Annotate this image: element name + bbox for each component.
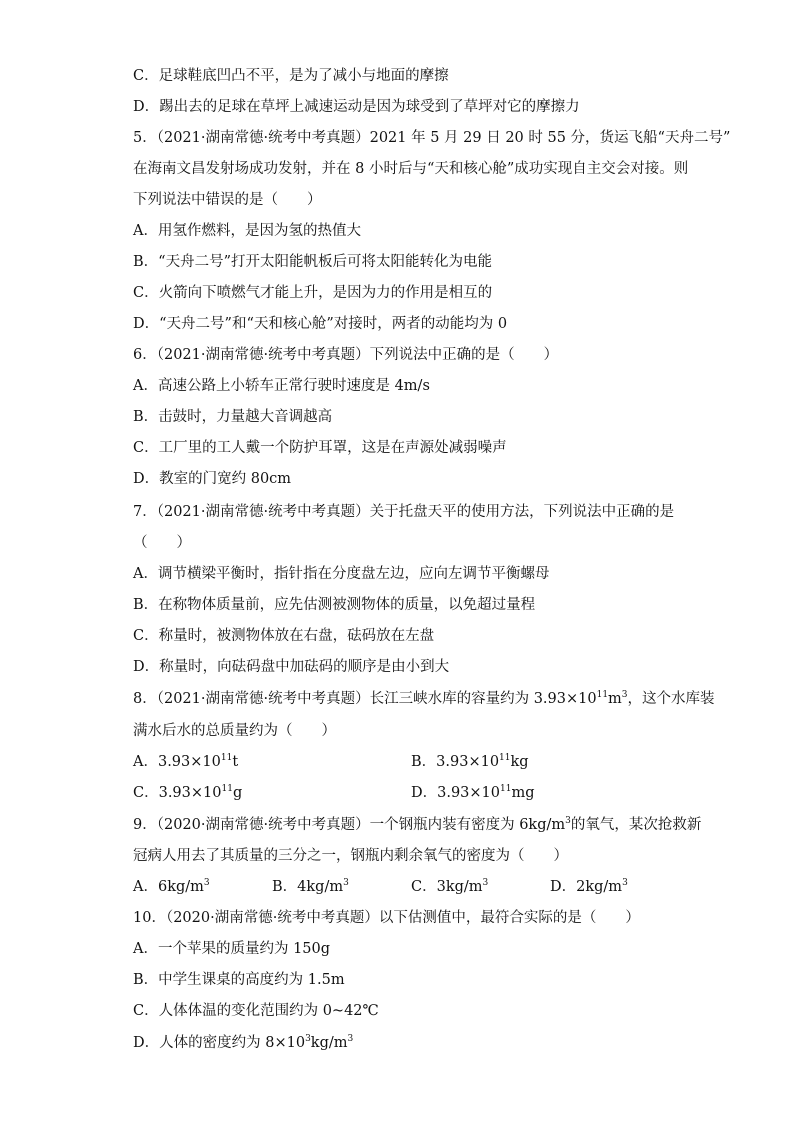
q7-option-d: D．称量时，向砝码盘中加砝码的顺序是由小到大 (133, 659, 450, 675)
q8-option-a (133, 752, 238, 772)
q8-stem-tail: ，这个水库装 (627, 691, 715, 707)
q8-unit: m (608, 691, 622, 707)
q6-option-a: A．高速公路上小轿车正常行驶时速度是 4m/s (133, 378, 430, 394)
q9-option-a-text: A．6kg/m (133, 879, 204, 895)
q8-option-c-exp: 11 (221, 784, 233, 794)
q5-option-b: B．“天舟二号”打开太阳能帆板后可将太阳能转化为电能 (133, 254, 492, 270)
q8-stem-text: 8．（2021·湖南常德·统考中考真题）长江三峡水库的容量约为 3.93×10 (133, 691, 597, 707)
q5-option-a: A．用氢作燃料，是因为氢的热值大 (133, 223, 361, 239)
q8-option-c-unit: g (232, 785, 243, 801)
q9-option-d-exp: 3 (622, 878, 628, 888)
q9-option-b-text: B．4kg/m (272, 879, 344, 895)
q10-option-d-unit: kg/m (310, 1035, 348, 1051)
q9-stem-text: 9．（2020·湖南常德·统考中考真题）一个钢瓶内装有密度为 6kg/m (133, 817, 566, 833)
q10-option-d (133, 1033, 353, 1053)
q10-option-c: C．人体体温的变化范围约为 0~42℃ (133, 1003, 379, 1019)
q8-option-d-unit: mg (511, 785, 535, 801)
q6-option-d: D．教室的门宽约 80cm (133, 471, 292, 487)
q5-option-d: D．“天舟二号”和“天和核心舱”对接时，两者的动能均为 0 (133, 316, 508, 332)
q9-stem-line-1 (133, 815, 701, 835)
q4-option-c: C．足球鞋底凹凸不平，是为了减小与地面的摩擦 (133, 68, 449, 84)
q6-stem: 6．（2021·湖南常德·统考中考真题）下列说法中正确的是（ ） (133, 347, 559, 363)
q8-option-b-text: B．3.93×10 (411, 754, 500, 770)
q8-option-c (133, 783, 242, 803)
q7-stem-line-1: 7．（2021·湖南常德·统考中考真题）关于托盘天平的使用方法，下列说法中正确的是 (133, 504, 675, 520)
q10-stem: 10．（2020·湖南常德·统考中考真题）以下估测值中，最符合实际的是（ ） (133, 910, 640, 926)
q8-option-a-text: A．3.93×10 (133, 754, 221, 770)
q9-option-a (133, 877, 210, 897)
q10-option-d-text: D．人体的密度约为 8×10 (133, 1035, 306, 1051)
q8-stem-line-2: 满水后水的总质量约为（ ） (133, 723, 336, 739)
q9-stem-tail: 的氧气，某次抢救新 (570, 817, 702, 833)
q8-exponent: 11 (596, 690, 609, 700)
q8-option-b-unit: kg (510, 754, 529, 770)
q9-option-a-exp: 3 (203, 878, 210, 888)
q7-option-a: A．调节横梁平衡时，指针指在分度盘左边，应向左调节平衡螺母 (133, 566, 550, 582)
q10-option-a: A．一个苹果的质量约为 150g (133, 941, 331, 957)
q9-option-c-exp: 3 (482, 878, 489, 888)
q8-option-b-exp: 11 (499, 753, 511, 763)
q8-option-a-unit: t (232, 754, 239, 770)
q9-option-c-text: C．3kg/m (411, 879, 483, 895)
q8-option-d-text: D．3.93×10 (411, 785, 501, 801)
q5-option-c: C．火箭向下喷燃气才能上升，是因为力的作用是相互的 (133, 285, 493, 301)
q9-option-c (411, 877, 488, 897)
q7-stem-line-2: （ ） (133, 535, 191, 551)
q8-option-b (411, 752, 529, 772)
q8-unit-exponent: 3 (621, 690, 628, 700)
q6-option-b: B．击鼓时，力量越大音调越高 (133, 409, 333, 425)
q10-option-d-exp: 3 (305, 1034, 311, 1044)
q9-stem-line-2: 冠病人用去了其质量的三分之一，钢瓶内剩余氧气的密度为（ ） (133, 848, 568, 864)
q8-stem-line-1 (133, 689, 715, 709)
q4-option-d: D．踢出去的足球在草坪上减速运动是因为球受到了草坪对它的摩擦力 (133, 99, 580, 115)
q9-option-d-text: D．2kg/m (550, 879, 623, 895)
q7-option-b: B．在称物体质量前，应先估测被测物体的质量，以免超过量程 (133, 597, 536, 613)
q7-option-c: C．称量时，被测物体放在右盘，砝码放在左盘 (133, 628, 435, 644)
q10-option-d-unit-exp: 3 (347, 1034, 354, 1044)
q9-option-b (272, 877, 349, 897)
q8-option-d-exp: 11 (500, 784, 512, 794)
q8-option-d (411, 783, 535, 803)
q9-exponent: 3 (565, 816, 571, 826)
q5-stem-line-3: 下列说法中错误的是（ ） (133, 192, 322, 208)
q8-option-c-text: C．3.93×10 (133, 785, 222, 801)
q5-stem-line-2: 在海南文昌发射场成功发射，并在 8 小时后与“天和核心舱”成功实现自主交会对接。则 (133, 161, 689, 177)
q9-option-b-exp: 3 (343, 878, 349, 888)
q8-option-a-exp: 11 (220, 753, 233, 763)
q6-option-c: C．工厂里的工人戴一个防护耳罩，这是在声源处减弱噪声 (133, 440, 507, 456)
q5-stem-line-1: 5．（2021·湖南常德·统考中考真题）2021 年 5 月 29 日 20 时 55 分，货运飞船“天舟二号” (133, 130, 731, 146)
q9-option-d (550, 877, 628, 897)
q10-option-b: B．中学生课桌的高度约为 1.5m (133, 972, 345, 988)
